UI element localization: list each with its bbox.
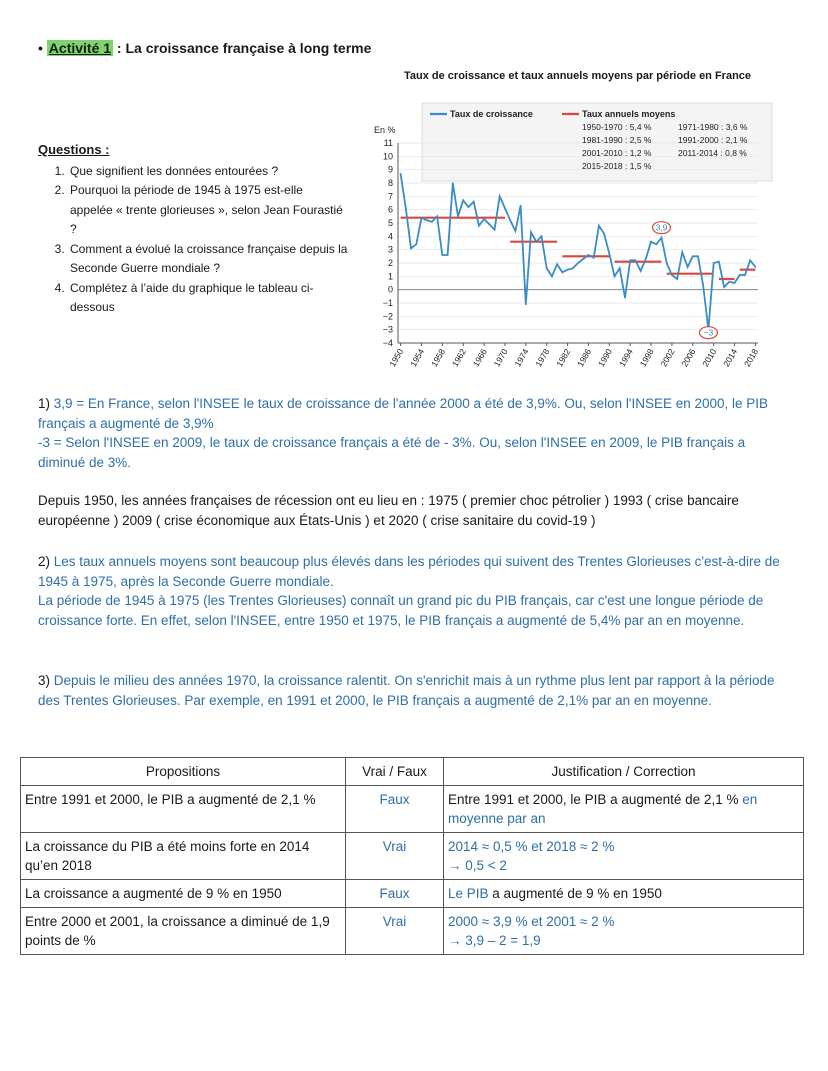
recession-text: Depuis 1950, les années françaises de récession ont eu lieu en : 1975 ( premier choc pétrolier ) 1993 ( crise bancaire européenne ) 2009 ( crise économique aux États-Unis ) et 2020 ( crise sanitaire du covid-19 ) [38,493,739,528]
answer-2 [38,552,793,630]
legend-average-label: Taux annuels moyens [582,109,676,119]
answer-2-prefix: 2) [38,554,54,569]
question-item: 3. Comment a évolué la croissance française depuis la Seconde Guerre mondiale ? [68,240,348,279]
growth-point [619,268,621,270]
justification-cell [444,833,804,880]
growth-point [682,252,684,254]
answer-1-prefix: 1) [38,396,54,411]
justification-cell [444,908,804,955]
answer-1-line1: 3,9 = En France, selon l'INSEE le taux de croissance de l'année 2000 a été de 3,9%. Ou, selon l'INSEE en 2000, le PIB français a augmenté de 3,9% [38,396,769,431]
proposition-cell: La croissance a augmenté de 9 % en 1950 [21,880,346,908]
y-tick-label: 11 [383,138,393,148]
growth-point [577,262,579,264]
growth-point [614,276,616,278]
y-tick-label: 10 [382,151,393,162]
answer-3 [38,671,793,710]
x-tick-label: 2002 [658,347,677,369]
x-tick-label: 1990 [595,347,615,369]
question-item: 2. Pourquoi la période de 1945 à 1975 est-elle appelée « trente glorieuses », selon Jean Fourastié ? [68,181,348,240]
growth-point [593,257,595,259]
growth-point [734,282,736,284]
legend-period-entry: 2011-2014 : 0,8 % [678,148,747,158]
growth-series-line [401,174,756,330]
growth-point [609,253,611,255]
growth-point [436,216,438,218]
table-row [21,880,804,908]
growth-point [556,264,558,266]
legend-period-entry: 1981-1990 : 2,5 % [582,135,652,145]
header-propositions: Propositions [21,758,346,786]
growth-point [624,297,626,299]
annotation-label: −3 [703,327,714,338]
legend-period-entry: 1971-1980 : 3,6 % [678,122,748,132]
growth-point [723,286,725,288]
x-tick-label: 2010 [700,347,719,369]
growth-point [478,225,480,227]
answer-2-line1: Les taux annuels moyens sont beaucoup plus élevés dans les périodes qui suivent des Trentes Glorieuses c'est-à-dire de 1945 à 1975, après la Seconde Guerre mondiale. [38,554,780,589]
answer-1-line2: -3 = Selon l'INSEE en 2009, le taux de croissance français a été de - 3%. Ou, selon l'INSEE en 2009, le PIB français a diminué de 3%. [38,435,746,470]
justification-cell [444,880,804,908]
legend-period-entry: 2015-2018 : 1,5 % [582,161,652,171]
header-vrai-faux: Vrai / Faux [346,758,444,786]
growth-point [489,224,491,226]
justification-line2: → 3,9 – 2 = 1,9 [448,933,541,948]
questions-block [38,140,348,318]
growth-point [442,254,444,256]
x-tick-label: 1966 [470,347,489,369]
growth-point [744,274,746,276]
annotation-label: 3,9 [655,222,668,233]
y-tick-label: 3 [387,244,393,255]
growth-point [702,285,704,287]
growth-point [494,229,496,231]
growth-point [635,260,637,262]
justification-line1: 2014 ≈ 0,5 % et 2018 ≈ 2 % [448,839,615,854]
x-tick-label: 1954 [408,347,427,369]
y-tick-label: −1 [382,298,393,308]
growth-point [671,274,673,276]
header-justification: Justification / Correction [444,758,804,786]
growth-point [640,270,642,272]
chart-title: Taux de croissance et taux annuels moyens par période en France [404,70,752,82]
answer-3-text: Depuis le milieu des années 1970, la croissance ralentit. On s'enrichit mais à un rythme plus lent par rapport à la période des Trentes Glorieuses. Par exemple, en 1991 et 2000, le PIB français a augmenté de 2,1% par an en moyenne. [38,673,775,708]
activity-heading [38,40,371,56]
growth-point [421,217,423,219]
table-header-row [21,758,804,786]
growth-point [713,262,715,264]
growth-point [530,232,532,234]
justification-line1: 2000 ≈ 3,9 % et 2001 ≈ 2 % [448,914,615,929]
growth-point [588,254,590,256]
bullet: • [38,40,43,56]
activity-title: : La croissance française à long terme [113,40,372,56]
x-tick-label: 1950 [387,347,406,369]
table-row [21,786,804,833]
growth-point [452,182,454,184]
growth-point [457,216,459,218]
answer-2-line2: La période de 1945 à 1975 (les Trentes Glorieuses) connaît un grand pic du PIB français, car c'est une longue période de croissance forte. En effet, selon l'INSEE, entre 1950 et 1975, le PIB français a augmenté de 5,4% par an en moyenne. [38,593,764,628]
x-tick-label: 1998 [637,347,656,369]
x-tick-label: 2014 [721,347,740,369]
growth-point [447,254,449,256]
y-axis-label: En % [374,125,396,135]
growth-point [650,241,652,243]
x-tick-label: 1958 [428,347,448,369]
verdict-cell: Vrai [346,908,444,955]
y-tick-label: 2 [387,258,393,268]
growth-point [400,173,402,175]
growth-point [692,256,694,258]
questions-list [38,162,348,318]
justification-text: Entre 1991 et 2000, le PIB a augmenté de 2,1 % [448,792,739,807]
growth-point [504,208,506,210]
answer-1 [38,394,793,472]
y-tick-label: 1 [387,271,393,282]
growth-point [515,230,517,232]
growth-point [582,258,584,260]
x-tick-label: 1978 [533,347,552,369]
x-tick-label: 1982 [554,347,573,369]
x-tick-label: 1970 [491,347,510,369]
verdict-cell: Faux [346,786,444,833]
justification-text: a augmenté de 9 % en 1950 [488,886,662,901]
growth-point [431,221,433,223]
x-tick-label: 1962 [449,347,468,369]
growth-point [666,262,668,264]
y-tick-label: 9 [387,164,393,175]
y-tick-label: −2 [382,311,393,322]
growth-point [729,281,731,283]
growth-point [551,276,553,278]
y-tick-label: −3 [382,324,393,335]
x-tick-label: 2006 [679,347,698,369]
justification-correction: Le PIB [448,886,489,901]
justification-correction: en moyenne par an [448,792,758,826]
propositions-table [20,757,804,955]
growth-point [499,196,501,198]
growth-point [405,208,407,210]
legend-growth-label: Taux de croissance [450,109,533,119]
growth-point [645,258,647,260]
growth-point [520,205,522,207]
growth-point [483,218,485,220]
y-tick-label: −4 [382,338,393,348]
growth-point [755,266,757,268]
answer-3-prefix: 3) [38,673,54,688]
activity-label: Activité 1 [48,40,112,56]
table-row [21,908,804,955]
questions-heading: Questions : [38,142,110,157]
growth-point [655,244,657,246]
growth-point [410,248,412,250]
growth-point [562,272,564,274]
justification-cell [444,786,804,833]
y-tick-label: 0 [387,284,393,295]
growth-point [676,278,678,280]
proposition-cell: La croissance du PIB a été moins forte en 2014 qu’en 2018 [21,833,346,880]
proposition-cell: Entre 1991 et 2000, le PIB a augmenté de 2,1 % [21,786,346,833]
growth-point [661,237,663,239]
growth-point [567,269,569,271]
growth-point [598,225,600,227]
growth-point [535,241,537,243]
growth-point [697,256,699,258]
verdict-cell: Faux [346,880,444,908]
y-tick-label: 4 [387,231,393,242]
x-tick-label: 1974 [512,347,531,369]
growth-point [462,200,464,202]
x-tick-label: 1986 [575,347,594,369]
y-tick-label: 5 [387,218,393,228]
growth-point [525,304,527,306]
growth-point [687,266,689,268]
legend-period-entry: 2001-2010 : 1,2 % [582,148,652,158]
growth-point [473,201,475,203]
y-tick-label: 8 [387,178,393,188]
growth-point [426,220,428,222]
question-item: 4. Complétez à l’aide du graphique le tableau ci-dessous [68,279,348,318]
legend-period-entry: 1991-2000 : 2,1 % [678,135,748,145]
growth-point [603,233,605,235]
growth-point [541,236,543,238]
growth-point [509,220,511,222]
table-row [21,833,804,880]
verdict-cell: Vrai [346,833,444,880]
question-item: 1. Que signifient les données entourées ? [68,162,348,182]
growth-point [468,206,470,208]
growth-point [718,261,720,263]
y-tick-label: 7 [387,191,393,202]
legend-period-entry: 1950-1970 : 5,4 % [582,122,652,132]
growth-point [415,244,417,246]
growth-chart [360,95,780,385]
growth-point [749,260,751,262]
growth-point [629,260,631,262]
x-tick-label: 2018 [742,347,761,369]
growth-point [739,274,741,276]
growth-point [546,268,548,270]
growth-point [572,268,574,270]
y-tick-label: 6 [387,204,393,215]
proposition-cell: Entre 2000 et 2001, la croissance a diminué de 1,9 points de % [21,908,346,955]
justification-line2: → 0,5 < 2 [448,858,507,873]
x-tick-label: 1994 [616,347,635,369]
